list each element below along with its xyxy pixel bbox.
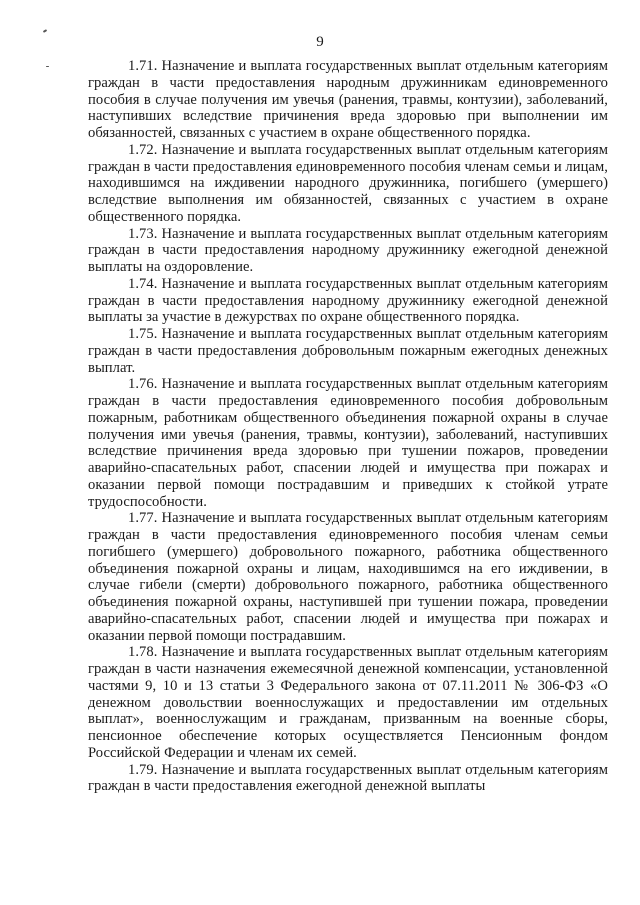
paragraph-1-78: 1.78. Назначение и выплата государственных выплат отдельным категориям граждан в части назначения ежемесячной денежной компенсации, установленной частями 9, 10 и 13 статьи 3 Федерального закона от 07.11.2011 № 306-ФЗ «О денежном довольствии военнослужащих и предоставлении им отдельных выплат», военнослужащим и гражданам, призванным на военные сборы, пенсионное обеспечение которых осуществляется Пенсионным фондом Российской Федерации и членам их семей. — [88, 644, 608, 761]
paragraph-1-75: 1.75. Назначение и выплата государственных выплат отдельным категориям граждан в части предоставления добровольным пожарным ежегодных денежных выплат. — [88, 326, 608, 376]
paragraph-1-71: 1.71. Назначение и выплата государственных выплат отдельным категориям граждан в части предоставления народным дружинникам единовременного пособия в случае получения им увечья (ранения, травмы, контузии), заболеваний, наступивших вследствие причинения вреда здоровью при выполнении им обязанностей, связанных с участием в охране общественного порядка. — [88, 58, 608, 141]
paragraph-1-72: 1.72. Назначение и выплата государственных выплат отдельным категориям граждан в части предоставления единовременного пособия членам семьи и лицам, находившимся на иждивении народного дружинника, погибшего (умершего) вследствие выполнения им обязанностей, связанных с участием в охране общественного порядка. — [88, 141, 608, 225]
scan-artifact-mark — [46, 66, 49, 67]
paragraph-1-73: 1.73. Назначение и выплата государственных выплат отдельным категориям граждан в части предоставления народному дружиннику ежегодной денежной выплаты на оздоровление. — [88, 225, 608, 275]
page-number: 9 — [316, 34, 324, 50]
paragraph-1-74: 1.74. Назначение и выплата государственных выплат отдельным категориям граждан в части предоставления народному дружиннику ежегодной денежной выплаты за участие в дежурствах по охране общественного порядка. — [88, 275, 608, 326]
paragraph-1-77: 1.77. Назначение и выплата государственных выплат отдельным категориям граждан в части предоставления единовременного пособия членам семьи погибшего (умершего) добровольного пожарного, работника общественного объединения пожарной охраны и лицам, находившимся на его иждивении, в случае гибели (смерти) добровольного пожарного, работника общественного объединения пожарной охраны, наступившей при тушении пожара, проведении аварийно-спасательных работ, спасении людей и имущества при пожарах и оказании первой помощи пострадавшим. — [88, 510, 608, 644]
paragraph-1-79: 1.79. Назначение и выплата государственных выплат отдельным категориям граждан в части предоставления ежегодной денежной выплаты — [88, 761, 608, 795]
scan-artifact-mark — [43, 29, 47, 33]
paragraph-1-76: 1.76. Назначение и выплата государственных выплат отдельным категориям граждан в части предоставления единовременного пособия добровольным пожарным, работникам общественного объединения пожарной охраны в случае получения ими увечья (ранения, травмы, контузии), заболеваний, наступивших вследствие причинения вреда здоровью при тушении пожаров, проведении аварийно-спасательных работ, спасении людей и имущества при пожарах и оказании первой помощи пострадавшим и приведших к стойкой утрате трудоспособности. — [88, 376, 608, 510]
document-body — [88, 58, 608, 795]
